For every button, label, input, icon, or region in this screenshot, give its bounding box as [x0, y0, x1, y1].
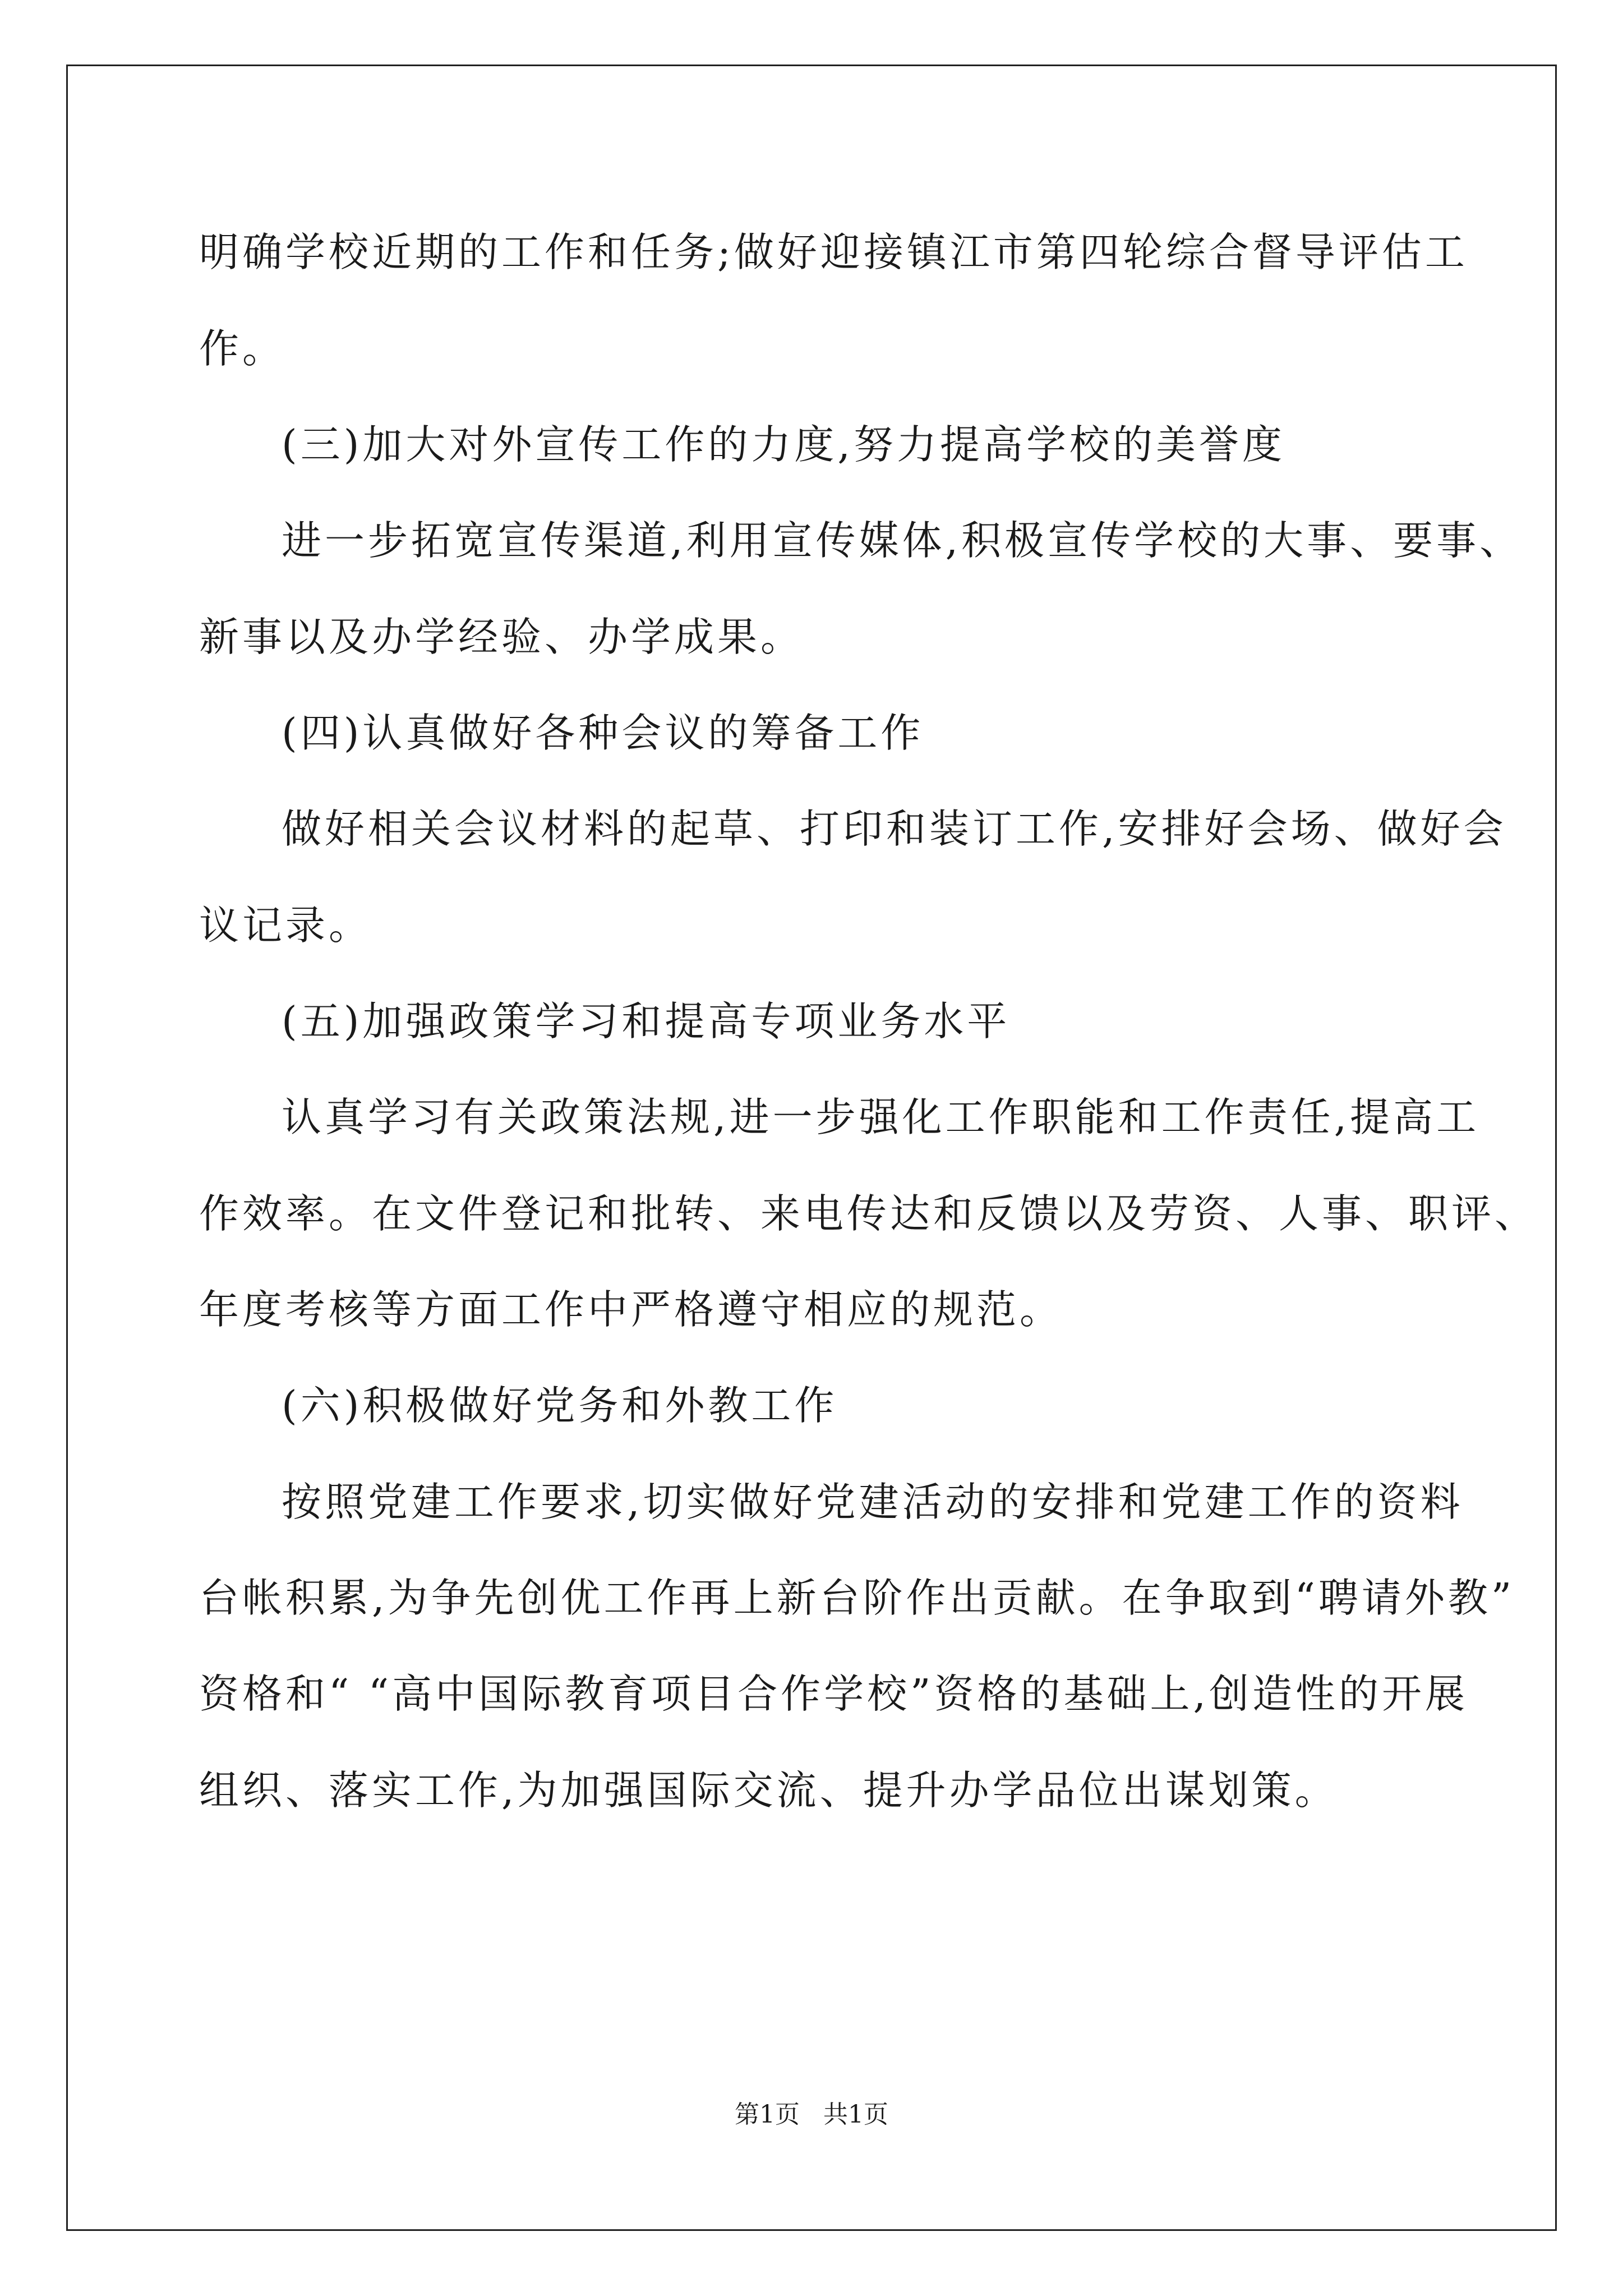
page-footer: 第1页 共1页 — [735, 2100, 888, 2129]
body-text-line: 作。 — [199, 325, 286, 372]
page-border — [66, 65, 1557, 2231]
body-text-line: 议记录。 — [199, 902, 372, 949]
body-text-line: 年度考核等方面工作中严格遵守相应的规范。 — [199, 1286, 1063, 1333]
body-text-line: 作效率。在文件登记和批转、来电传达和反馈以及劳资、人事、职评、 — [199, 1190, 1538, 1237]
section-heading: (六)积极做好党务和外教工作 — [282, 1382, 838, 1429]
body-text-line: 按照党建工作要求,切实做好党建活动的安排和党建工作的资料 — [282, 1479, 1464, 1525]
body-text-line: 做好相关会议材料的起草、打印和装订工作,安排好会场、做好会 — [282, 806, 1507, 852]
body-text-line: 明确学校近期的工作和任务;做好迎接镇江市第四轮综合督导评估工 — [199, 229, 1468, 275]
body-text-line: 新事以及办学经验、办学成果。 — [199, 614, 804, 660]
body-text-line: 认真学习有关政策法规,进一步强化工作职能和工作责任,提高工 — [282, 1094, 1480, 1140]
body-text-line: 资格和“ “高中国际教育项目合作学校”资格的基础上,创造性的开展 — [199, 1671, 1469, 1717]
section-heading: (三)加大对外宣传工作的力度,努力提高学校的美誉度 — [282, 421, 1285, 468]
body-text-line: 组织、落实工作,为加强国际交流、提升办学品位出谋划策。 — [199, 1767, 1338, 1814]
section-heading: (四)认真做好各种会议的筹备工作 — [282, 710, 924, 756]
section-heading: (五)加强政策学习和提高专项业务水平 — [282, 998, 1011, 1045]
body-text-line: 台帐积累,为争先创优工作再上新台阶作出贡献。在争取到“聘请外教” — [199, 1575, 1515, 1621]
body-text-line: 进一步拓宽宣传渠道,利用宣传媒体,积极宣传学校的大事、要事、 — [282, 517, 1523, 564]
